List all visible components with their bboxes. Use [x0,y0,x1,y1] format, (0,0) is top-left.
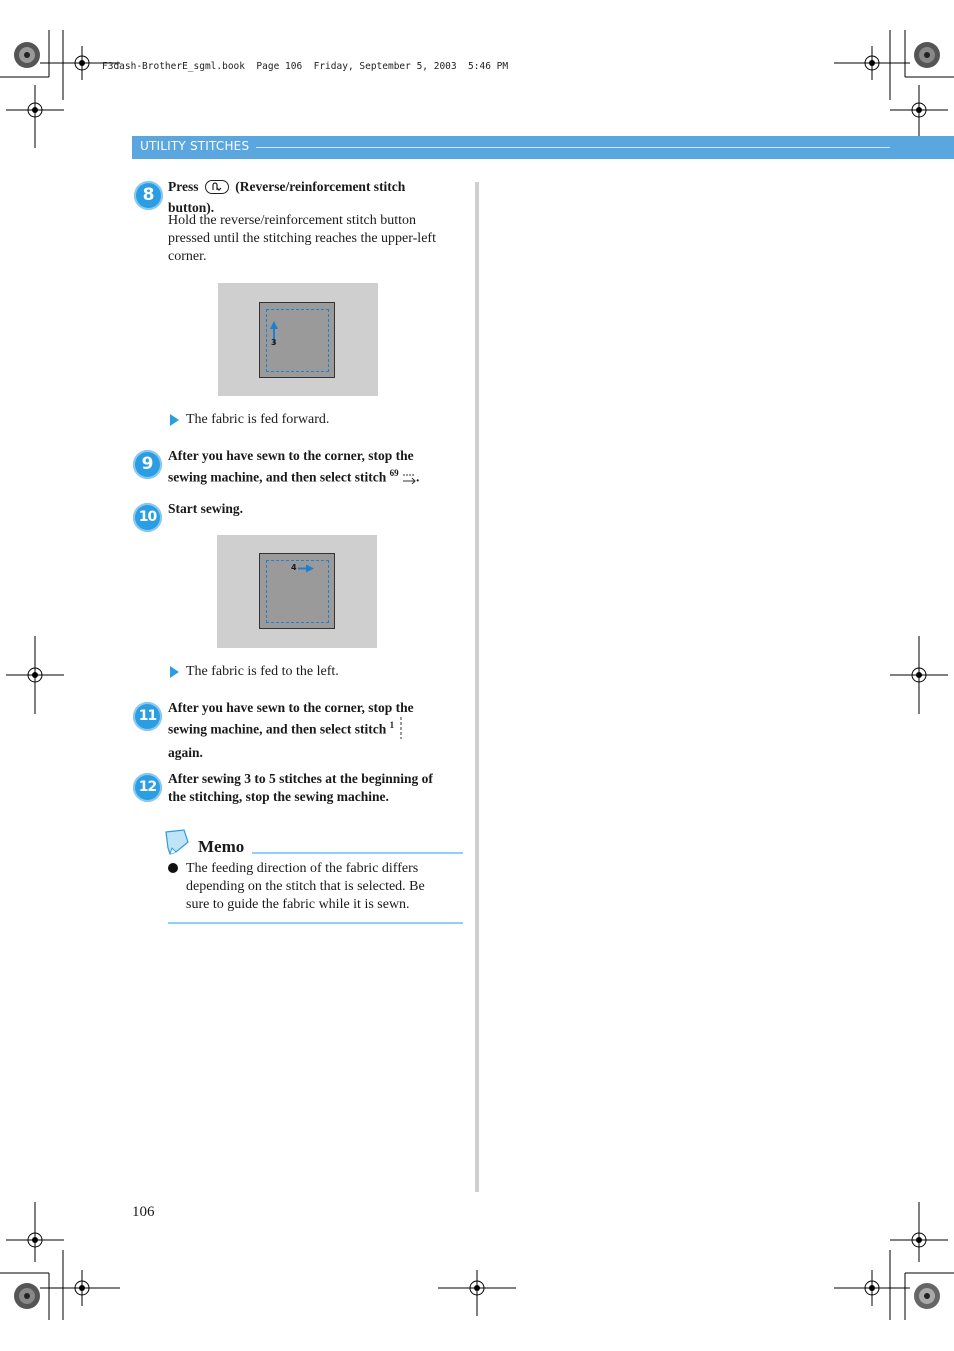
step-9-line-text: sewing machine, and then select stitch [168,469,387,484]
step-11-line: After you have sewn to the corner, stop the [168,700,414,715]
step-8-body-line: Hold the reverse/reinforcement stitch button [168,213,417,228]
step-number-8: 8 [134,181,163,210]
step-11-line-2 [168,717,414,744]
step-8-heading [168,178,405,216]
result-arrow-icon [170,414,179,426]
step-8-press: Press [168,179,199,194]
step-8-body [168,212,436,266]
step-12-line: the stitching, stop the sewing machine. [168,788,389,804]
result-arrow-icon [170,666,179,678]
memo-top-rule [252,852,463,854]
figure-label: 4 [291,563,297,572]
step-8-body-line: corner. [168,249,207,264]
arrow-right-icon [298,564,314,573]
result-text: The fabric is fed to the left. [186,664,339,679]
step-12-heading [168,770,433,805]
step-number-11: 11 [133,702,162,731]
memo-line: sure to guide the fabric while it is sewn. [186,897,410,912]
step-11-line-3: again. [168,744,203,760]
memo-line: The feeding direction of the fabric differs [186,861,419,876]
figure-label: 3 [271,338,277,347]
stitch-number: 69 [389,467,399,478]
section-title: UTILITY STITCHES [140,139,250,153]
stitch-number: 1 [389,719,395,730]
reverse-stitch-button-icon [205,180,229,199]
memo-title: Memo [198,837,245,856]
step-8-title: (Reverse/reinforcement stitch [235,179,406,194]
step-11-line-text: sewing machine, and then select stitch [168,721,387,736]
step-8-body-line: pressed until the stitching reaches the upper-left [168,231,436,246]
step-9-heading [168,447,419,489]
section-bar-rule [256,147,890,148]
result-text: The fabric is fed forward. [186,412,330,427]
stitch-69-icon [402,471,416,489]
step-12-line: After sewing 3 to 5 stitches at the beginning of [168,771,433,786]
file-header: F3dash-BrotherE_sgml.book Page 106 Friday, September 5, 2003 5:46 PM [102,61,509,72]
figure-fabric-forward [218,283,378,396]
step-10-heading: Start sewing. [168,501,243,516]
memo-line: depending on the stitch that is selected. Be [186,879,425,894]
bullet-icon [168,863,178,873]
step-8-title-2: button). [168,199,215,215]
step-11-heading [168,699,414,761]
stitch-1-icon [398,717,404,744]
memo-bottom-rule [168,922,463,924]
figure-fabric-left [217,535,377,648]
column-divider [475,182,479,1192]
step-9-trail: . [416,469,420,484]
step-9-line-2 [168,465,419,489]
memo-pencil-icon [162,828,190,856]
step-9-line: After you have sewn to the corner, stop the [168,448,414,463]
step-number-9: 9 [133,450,162,479]
step-number-12: 12 [133,773,162,802]
page-number: 106 [132,1204,155,1220]
memo-body [186,860,425,914]
step-number-10: 10 [133,503,162,532]
